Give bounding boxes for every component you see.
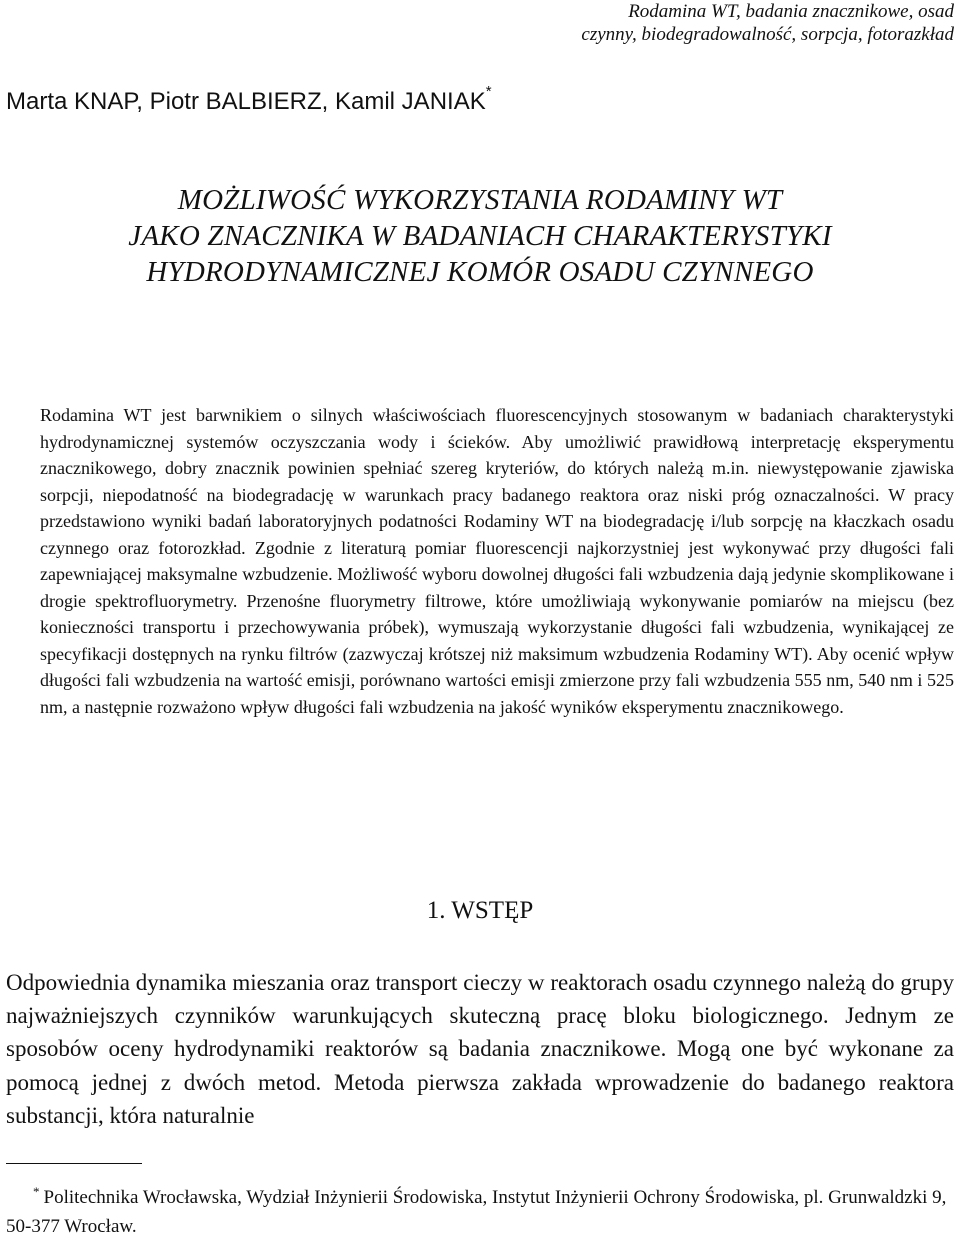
affiliation-mark: * [485, 83, 492, 100]
title-line-2: JAKO ZNACZNIKA W BADANIACH CHARAKTERYSTYKI [128, 220, 832, 252]
footnote-mark: * [33, 1184, 40, 1199]
author-list [6, 78, 492, 120]
footnote [6, 1184, 954, 1241]
footnote-text: Politechnika Wrocławska, Wydział Inżynierii Środowiska, Instytut Inżynierii Ochrony Środowiska, pl. Grunwaldzki 9, 50-377 Wrocław. [6, 1187, 947, 1237]
title-line-3: HYDRODYNAMICZNEJ KOMÓR OSADU CZYNNEGO [146, 256, 814, 288]
paper-title [0, 182, 960, 290]
title-line-1: MOŻLIWOŚĆ WYKORZYSTANIA RODAMINY WT [177, 184, 783, 216]
abstract-text: Rodamina WT jest barwnikiem o silnych właściwościach fluorescencyjnych stosowanym w badaniach charakterystyki hydrodynamicznej systemów oczyszczania wody i ścieków. Aby umożliwić prawidłową interpretację eksperymentu znacznikowego, dobry znacznik powinien spełniać szereg kryteriów, do których należą m.in. niewystępowanie zjawiska sorpcji, niepodatność na biodegradację w warunkach pracy badanego reaktora oraz niski próg oznaczalności. W pracy przedstawiono wyniki badań laboratoryjnych podatności Rodaminy WT na biodegradację i/lub sorpcję na kłaczkach osadu czynnego oraz fotorozkład. Zgodnie z literaturą pomiar fluorescencji najkorzystniej jest wykonywać przy długości fali zapewniającej maksymalne wzbudzenie. Możliwość wyboru dowolnej długości fali wzbudzenia dają jedynie skomplikowane i drogie spektrofluorymetry. Przenośne fluorymetry filtrowe, które umożliwiają wykonywanie pomiarów na miejscu (bez konieczności transportu i przechowywania próbek), wymuszają wykorzystanie długości fali wzbudzenia, wynikającej ze specyfikacji dostępnych na rynku filtrów (zazwyczaj krótszej niż maksimum wzbudzenia Rodaminy WT). Aby ocenić wpływ długości fali wzbudzenia na wartość emisji, porównano wartości emisji zmierzone przy fali wzbudzenia 555 nm, 540 nm i 525 nm, a następnie rozważono wpływ długości fali wzbudzenia na jakość wyników eksperymentu znacznikowego. [40, 405, 954, 717]
section-heading: 1. WSTĘP [426, 897, 534, 924]
footnote-divider [6, 1163, 142, 1164]
author-names: Marta KNAP, Piotr BALBIERZ, Kamil JANIAK [6, 88, 486, 115]
abstract [40, 402, 954, 720]
keywords [434, 0, 954, 46]
keywords-line-2: czynny, biodegradowalność, sorpcja, fotorazkład [581, 24, 954, 45]
section-body-text: Odpowiednia dynamika mieszania oraz transport cieczy w reaktorach osadu czynnego należą do grupy najważniejszych czynników warunkujących skuteczną pracę bloku biologicznego. Jednym ze sposobów oceny hydrodynamiki reaktorów są badania znacznikowe. Mogą one być wykonane za pomocą jednej z dwóch metod. Metoda pierwsza zakłada wprowadzenie do badanego reaktora substancji, która naturalnie [6, 970, 954, 1128]
keywords-line-1: Rodamina WT, badania znacznikowe, osad [628, 1, 954, 22]
